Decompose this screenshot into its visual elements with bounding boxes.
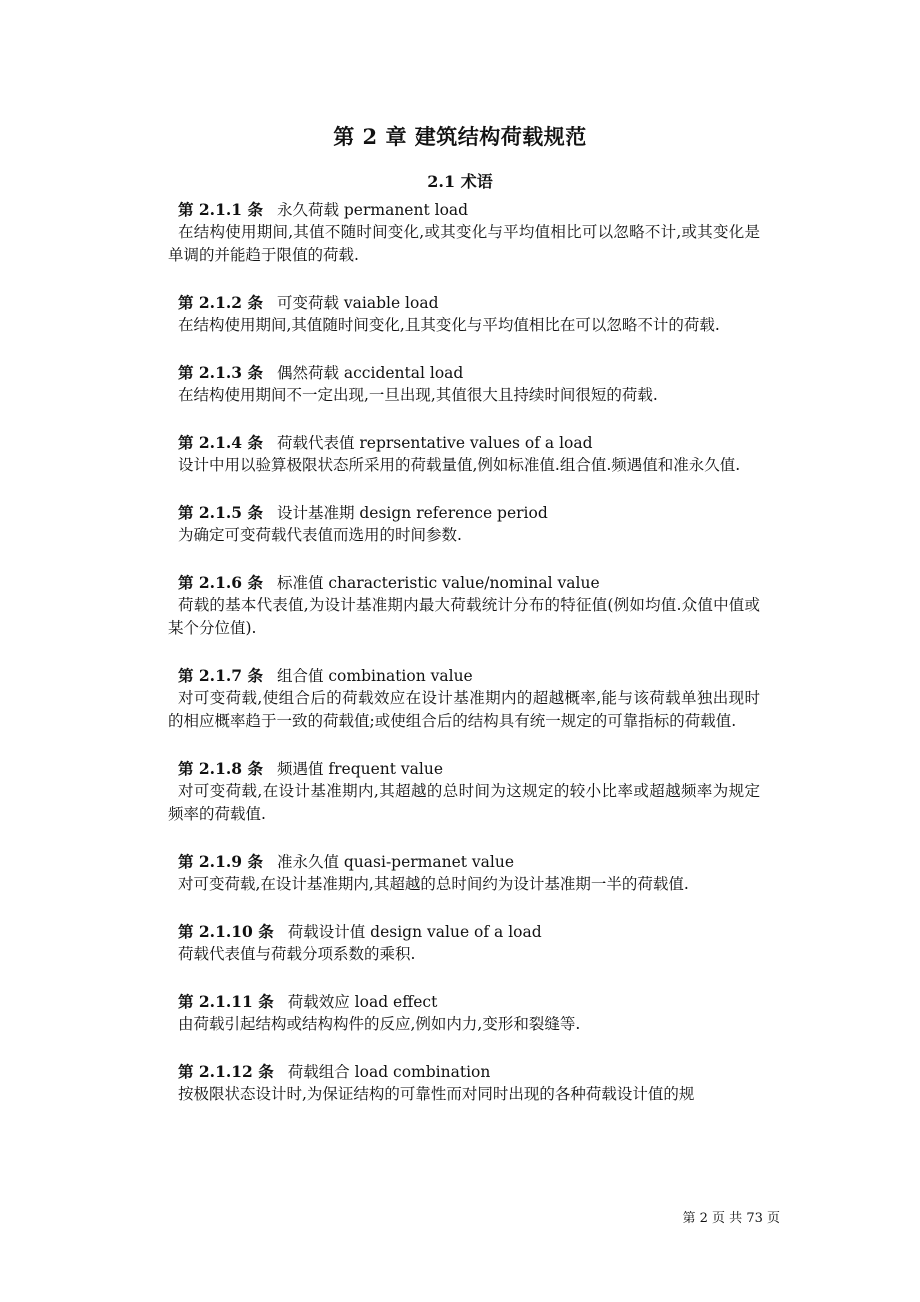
article-term: 荷载代表值 reprsentative values of a load xyxy=(276,434,593,452)
article-term: 荷载组合 load combination xyxy=(287,1063,491,1081)
article-body: 对可变荷载,使组合后的荷载效应在设计基准期内的超越概率,能与该荷载单独出现时的相应概率趋于一致的荷载值;或使组合后的结构具有统一规定的可靠指标的荷载值. xyxy=(168,689,760,730)
article-2-1-8 xyxy=(168,757,760,826)
article-term: 荷载效应 load effect xyxy=(287,993,438,1011)
article-heading xyxy=(168,431,760,454)
article-number: 第 2.1.2 条 xyxy=(178,293,263,312)
article-term: 偶然荷载 accidental load xyxy=(276,364,464,382)
article-2-1-12 xyxy=(168,1060,760,1106)
article-2-1-10 xyxy=(168,920,760,966)
article-body: 为确定可变荷载代表值而选用的时间参数. xyxy=(178,526,462,544)
article-body: 荷载的基本代表值,为设计基准期内最大荷载统计分布的特征值(例如均值.众值中值或某个分位值). xyxy=(168,596,760,637)
article-heading xyxy=(168,1060,760,1083)
article-body: 对可变荷载,在设计基准期内,其超越的总时间为这规定的较小比率或超越频率为规定频率的荷载值. xyxy=(168,782,760,823)
article-term: 频遇值 frequent value xyxy=(276,760,444,778)
article-term: 组合值 combination value xyxy=(276,667,473,685)
article-2-1-3 xyxy=(168,361,760,407)
article-term: 可变荷载 vaiable load xyxy=(276,294,439,312)
article-heading xyxy=(168,291,760,314)
article-heading xyxy=(168,501,760,524)
article-2-1-5 xyxy=(168,501,760,547)
article-number: 第 2.1.11 条 xyxy=(178,992,274,1011)
article-body: 由荷载引起结构或结构构件的反应,例如内力,变形和裂缝等. xyxy=(178,1015,581,1033)
article-heading xyxy=(168,664,760,687)
article-heading xyxy=(168,850,760,873)
article-term: 荷载设计值 design value of a load xyxy=(287,923,542,941)
article-term: 准永久值 quasi-permanet value xyxy=(276,853,515,871)
article-body: 对可变荷载,在设计基准期内,其超越的总时间约为设计基准期一半的荷载值. xyxy=(178,875,689,893)
article-body: 荷载代表值与荷载分项系数的乘积. xyxy=(178,945,416,963)
article-number: 第 2.1.9 条 xyxy=(178,852,263,871)
article-heading xyxy=(168,571,760,594)
article-body: 在结构使用期间,其值随时间变化,且其变化与平均值相比在可以忽略不计的荷载. xyxy=(178,316,720,334)
article-body: 在结构使用期间不一定出现,一旦出现,其值很大且持续时间很短的荷载. xyxy=(178,386,658,404)
article-number: 第 2.1.8 条 xyxy=(178,759,263,778)
article-number: 第 2.1.6 条 xyxy=(178,573,263,592)
article-heading xyxy=(168,990,760,1013)
article-term: 永久荷载 permanent load xyxy=(276,201,469,219)
article-2-1-1 xyxy=(168,198,760,267)
article-number: 第 2.1.4 条 xyxy=(178,433,263,452)
article-heading xyxy=(168,198,760,221)
article-number: 第 2.1.12 条 xyxy=(178,1062,274,1081)
article-body: 按极限状态设计时,为保证结构的可靠性而对同时出现的各种荷载设计值的规 xyxy=(178,1085,695,1103)
article-2-1-9 xyxy=(168,850,760,896)
section-title: 2.1 术语 xyxy=(427,172,493,191)
article-2-1-2 xyxy=(168,291,760,337)
article-body: 设计中用以验算极限状态所采用的荷载量值,例如标准值.组合值.频遇值和准永久值. xyxy=(178,456,741,474)
article-number: 第 2.1.10 条 xyxy=(178,922,274,941)
article-number: 第 2.1.7 条 xyxy=(178,666,263,685)
article-heading xyxy=(168,361,760,384)
article-number: 第 2.1.3 条 xyxy=(178,363,263,382)
article-2-1-6 xyxy=(168,571,760,640)
article-term: 设计基准期 design reference period xyxy=(276,504,548,522)
article-2-1-11 xyxy=(168,990,760,1036)
article-number: 第 2.1.1 条 xyxy=(178,200,263,219)
chapter-title: 第 2 章 建筑结构荷载规范 xyxy=(333,124,587,149)
article-2-1-4 xyxy=(168,431,760,477)
article-heading xyxy=(168,757,760,780)
article-2-1-7 xyxy=(168,664,760,733)
article-number: 第 2.1.5 条 xyxy=(178,503,263,522)
article-list xyxy=(168,198,760,1106)
article-term: 标准值 characteristic value/nominal value xyxy=(276,574,600,592)
article-body: 在结构使用期间,其值不随时间变化,或其变化与平均值相比可以忽略不计,或其变化是单调的并能趋于限值的荷载. xyxy=(168,223,760,264)
article-heading xyxy=(168,920,760,943)
page-number-footer: 第 2 页 共 73 页 xyxy=(682,1211,780,1226)
